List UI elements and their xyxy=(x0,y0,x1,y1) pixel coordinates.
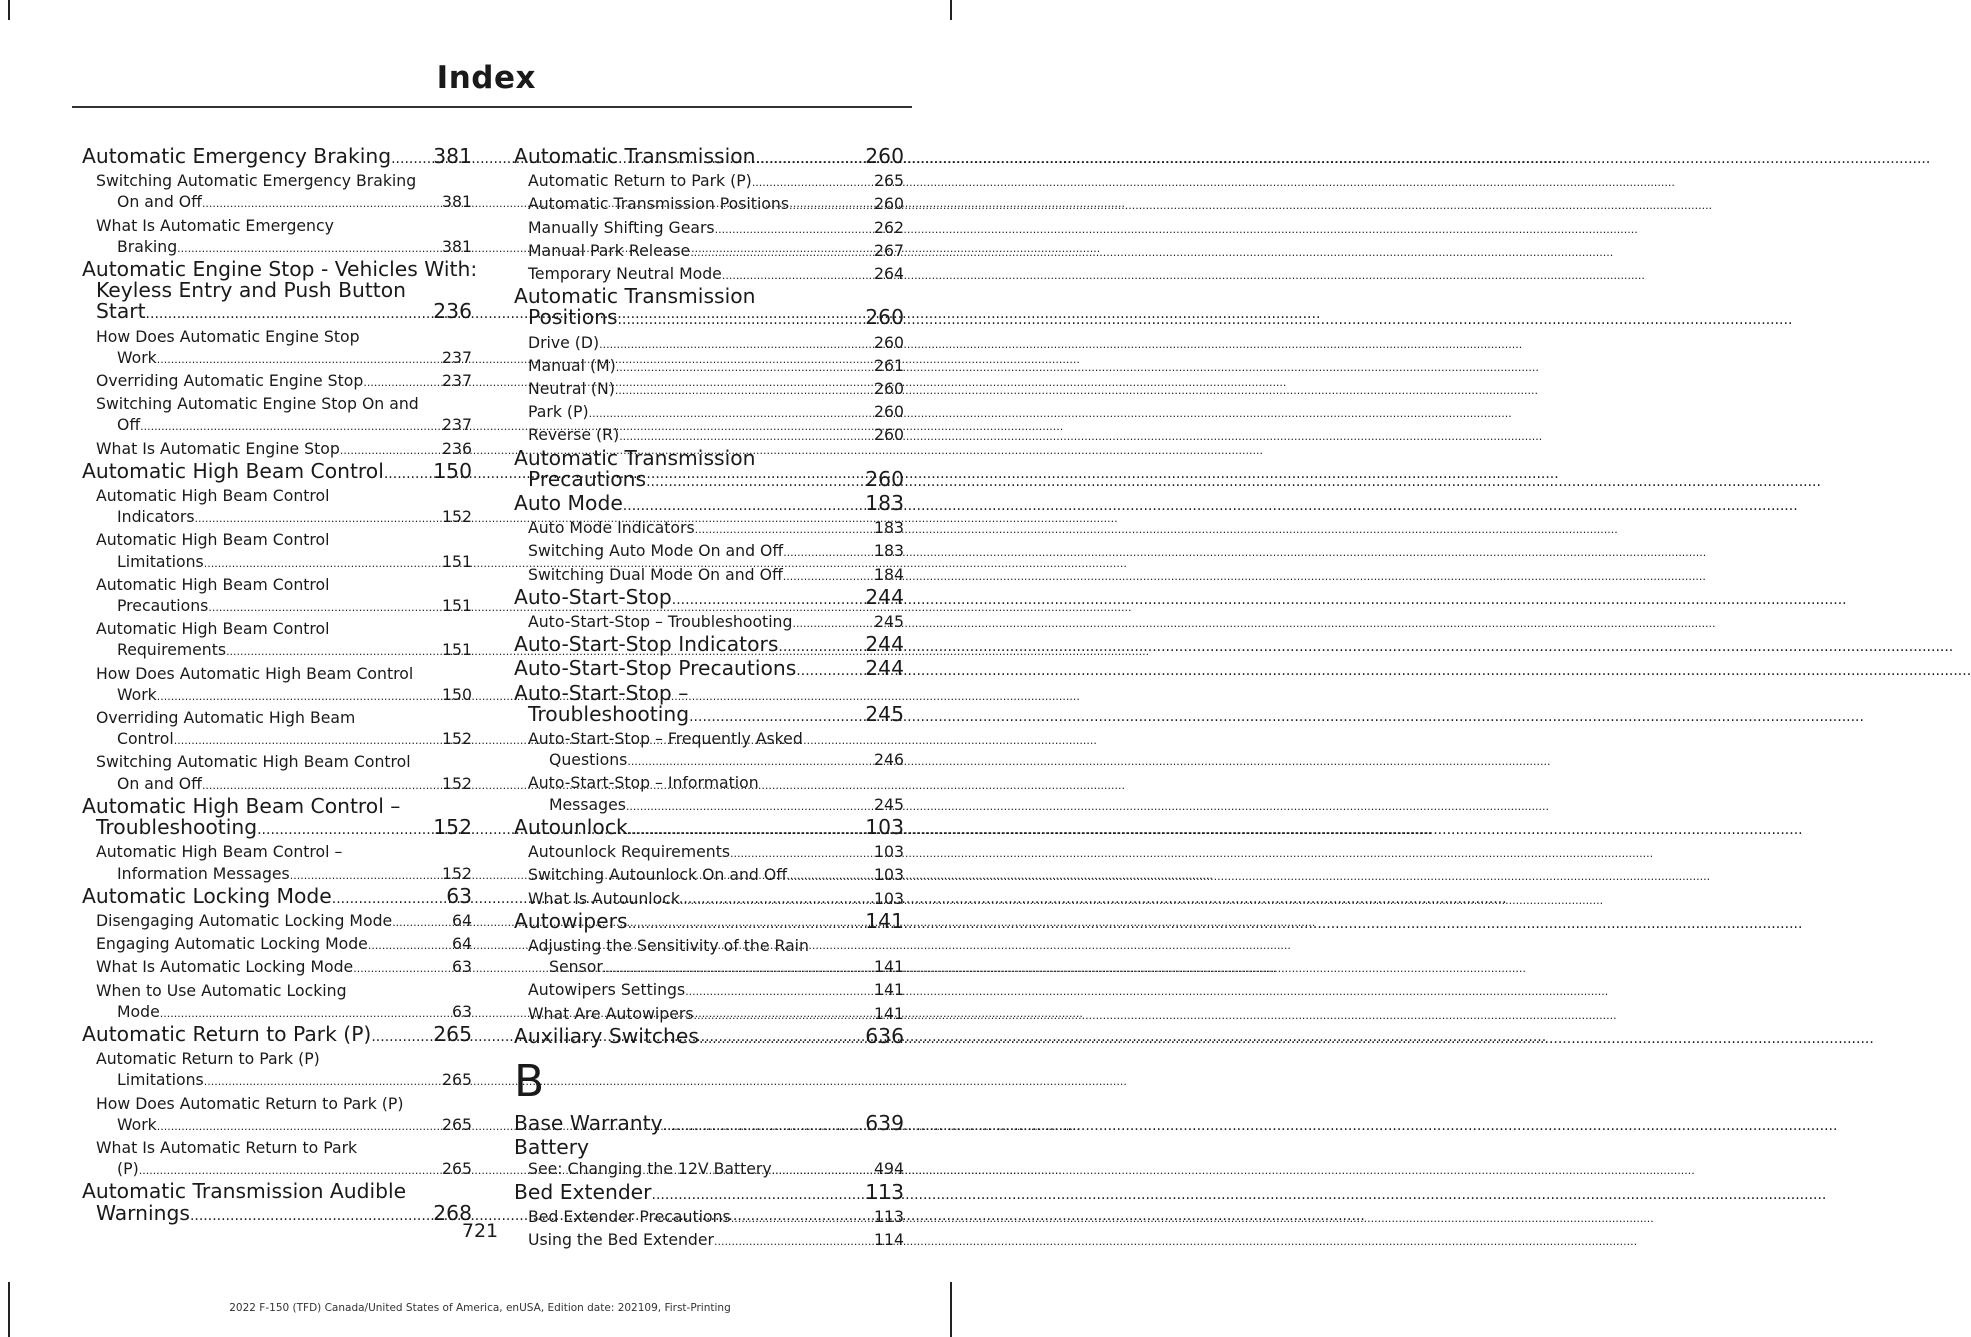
index-subentry[interactable] xyxy=(514,864,904,887)
page-ref[interactable]: 260 xyxy=(874,332,904,352)
dot-leader xyxy=(139,1160,442,1181)
index-subentry[interactable] xyxy=(514,935,904,979)
page-ref[interactable]: 114 xyxy=(874,1229,904,1249)
index-subentry[interactable] xyxy=(82,326,472,370)
entry-text: Automatic Transmission Audible xyxy=(82,1179,407,1204)
index-subentry[interactable] xyxy=(82,485,472,529)
page-ref[interactable]: 260 xyxy=(874,402,904,422)
entry-text: What Is Autounlock xyxy=(528,888,680,908)
entry-text: Automatic Transmission xyxy=(514,284,756,309)
entry-text: Park (P) xyxy=(528,402,589,422)
dot-leader xyxy=(646,472,865,493)
entry-text: Switching Autounlock On and Off xyxy=(528,865,788,885)
entry-text: Autowipers Settings xyxy=(528,980,686,1000)
dot-leader xyxy=(789,195,874,216)
entry-text: Off xyxy=(117,415,141,435)
page-ref[interactable]: 141 xyxy=(874,1003,904,1023)
entry-text: Automatic High Beam Control xyxy=(96,574,330,594)
entry-text: Troubleshooting xyxy=(96,815,258,840)
dot-leader xyxy=(603,958,874,979)
page-ref[interactable]: 63 xyxy=(452,957,472,977)
entry-text: Automatic Transmission Positions xyxy=(528,194,790,214)
entry-text: What Is Automatic Locking Mode xyxy=(96,957,354,977)
entry-text: Work xyxy=(117,684,157,704)
entry-text: Automatic Return to Park (P) xyxy=(528,171,752,191)
index-subentry[interactable] xyxy=(82,707,472,751)
page-ref[interactable]: 150 xyxy=(433,458,472,483)
index-subentry[interactable] xyxy=(82,956,472,979)
entry-text: Questions xyxy=(549,750,628,770)
page-ref[interactable]: 141 xyxy=(874,980,904,1000)
page-ref[interactable]: 244 xyxy=(865,632,904,657)
index-subentry[interactable] xyxy=(514,1158,904,1181)
page-ref[interactable]: 236 xyxy=(433,299,472,324)
index-entry[interactable] xyxy=(82,793,472,841)
index-subentry[interactable] xyxy=(514,888,904,911)
entry-text: Overriding Automatic Engine Stop xyxy=(96,371,364,391)
entry-text: Auto Mode xyxy=(514,491,623,516)
dot-leader xyxy=(695,519,874,540)
dot-leader xyxy=(623,496,865,517)
index-entry[interactable] xyxy=(82,1021,472,1048)
index-subentry[interactable] xyxy=(514,378,904,401)
entry-text: Autowipers xyxy=(514,908,628,933)
dot-leader xyxy=(589,403,874,424)
page-ref[interactable]: 152 xyxy=(442,507,472,527)
index-entry[interactable] xyxy=(514,1137,904,1158)
dot-leader xyxy=(618,310,866,331)
dot-leader xyxy=(755,149,865,170)
page-ref[interactable]: 244 xyxy=(865,584,904,609)
page-ref[interactable]: 183 xyxy=(874,541,904,561)
entry-text: Autounlock xyxy=(514,814,628,839)
crop-mark-top-left xyxy=(8,0,10,20)
page-ref[interactable]: 381 xyxy=(442,192,472,212)
index-entry[interactable] xyxy=(514,445,904,493)
page-ref[interactable]: 152 xyxy=(433,815,472,840)
dot-leader xyxy=(368,935,452,956)
index-subentry[interactable] xyxy=(82,618,472,662)
entry-text: Automatic Locking Mode xyxy=(82,883,332,908)
page-ref[interactable]: 113 xyxy=(865,1179,904,1204)
entry-text: Bed Extender Precautions xyxy=(528,1206,731,1226)
page-ref[interactable]: 152 xyxy=(442,863,472,883)
index-entry[interactable] xyxy=(82,883,472,910)
dot-leader xyxy=(626,796,874,817)
entry-text: Troubleshooting xyxy=(528,701,690,726)
entry-text: Using the Bed Extender xyxy=(528,1229,714,1249)
page-ref[interactable]: 262 xyxy=(874,217,904,237)
index-entry[interactable] xyxy=(82,257,478,326)
page-ref[interactable]: 236 xyxy=(442,438,472,458)
dot-leader xyxy=(792,613,874,634)
entry-text: Manual Park Release xyxy=(528,240,691,260)
dot-leader xyxy=(672,590,866,611)
page-ref[interactable]: 245 xyxy=(874,794,904,814)
index-subentry[interactable] xyxy=(82,370,472,393)
entry-text: Precautions xyxy=(528,466,647,491)
dot-leader xyxy=(157,1116,442,1137)
page-ref[interactable]: 141 xyxy=(874,957,904,977)
crop-mark-top-right xyxy=(950,0,952,20)
index-entry[interactable] xyxy=(514,1179,904,1206)
page-ref[interactable]: 268 xyxy=(433,1200,472,1225)
entry-text: Warnings xyxy=(96,1200,190,1225)
index-entry[interactable] xyxy=(514,584,904,611)
page-ref[interactable]: 260 xyxy=(874,379,904,399)
dot-leader xyxy=(204,1071,442,1092)
entry-text: Requirements xyxy=(117,640,227,660)
entry-text: Auxiliary Switches xyxy=(514,1023,699,1048)
entry-text: Auto-Start-Stop – Frequently Asked xyxy=(528,729,803,749)
edition-footer: 2022 F-150 (TFD) Canada/United States of America, enUSA, Edition date: 202109, First-Printing xyxy=(229,1302,731,1314)
index-subentry[interactable] xyxy=(514,540,904,563)
dot-leader xyxy=(616,357,874,378)
index-subentry[interactable] xyxy=(514,772,904,816)
page-ref[interactable]: 265 xyxy=(874,171,904,191)
page-ref[interactable]: 151 xyxy=(442,551,472,571)
index-subentry[interactable] xyxy=(514,263,904,286)
dot-leader xyxy=(202,193,442,214)
dot-leader xyxy=(195,508,443,529)
entry-text: Engaging Automatic Locking Mode xyxy=(96,934,368,954)
index-subentry[interactable] xyxy=(514,841,904,864)
page-ref[interactable]: 260 xyxy=(865,144,904,168)
index-entry[interactable] xyxy=(514,286,904,331)
dot-leader xyxy=(628,820,866,841)
entry-text: Switching Auto Mode On and Off xyxy=(528,541,784,561)
index-subentry[interactable] xyxy=(82,215,472,259)
page-ref[interactable]: 237 xyxy=(442,415,472,435)
index-subentry[interactable] xyxy=(82,663,472,707)
page-ref[interactable]: 152 xyxy=(442,729,472,749)
index-subentry[interactable] xyxy=(82,393,472,437)
page-ref[interactable]: 151 xyxy=(442,596,472,616)
index-entry[interactable] xyxy=(514,1023,904,1050)
index-subentry[interactable] xyxy=(82,574,472,618)
dot-leader xyxy=(787,866,874,887)
entry-text: Keyless Entry and Push Button xyxy=(96,278,407,303)
dot-leader xyxy=(663,1116,866,1137)
page-ref[interactable]: 381 xyxy=(442,236,472,256)
entry-text: How Does Automatic Engine Stop xyxy=(96,326,360,346)
index-entry[interactable] xyxy=(514,908,904,935)
index-subentry[interactable] xyxy=(514,728,904,772)
dot-leader xyxy=(257,820,433,841)
dot-leader xyxy=(391,149,433,170)
entry-text: Auto Mode Indicators xyxy=(528,518,695,538)
entry-text: What Are Autowipers xyxy=(528,1003,694,1023)
entry-text: (P) xyxy=(117,1159,139,1179)
page-ref[interactable]: 494 xyxy=(874,1159,904,1179)
dot-leader xyxy=(363,372,442,393)
page-ref[interactable]: 103 xyxy=(874,865,904,885)
index-subentry[interactable] xyxy=(82,1137,472,1181)
dot-leader xyxy=(208,597,442,618)
page-ref[interactable]: 260 xyxy=(865,466,904,491)
page-ref[interactable]: 150 xyxy=(442,684,472,704)
page-ref[interactable]: 64 xyxy=(452,934,472,954)
index-subentry[interactable] xyxy=(514,240,904,263)
index-subentry[interactable] xyxy=(82,751,472,795)
dot-leader xyxy=(392,912,452,933)
index-subentry[interactable] xyxy=(82,438,472,461)
dot-leader xyxy=(619,426,874,447)
entry-text: Work xyxy=(117,347,157,367)
dot-leader xyxy=(140,416,442,437)
entry-text: Automatic Transmission xyxy=(514,144,756,168)
index-subentry[interactable] xyxy=(514,170,904,193)
page-ref[interactable]: 103 xyxy=(865,814,904,839)
dot-leader xyxy=(202,775,442,796)
dot-leader xyxy=(146,304,434,325)
entry-text: See: Changing the 12V Battery xyxy=(528,1159,772,1179)
entry-text: What Is Automatic Emergency xyxy=(96,215,334,235)
page-ref[interactable]: 636 xyxy=(865,1023,904,1048)
page-ref[interactable]: 265 xyxy=(442,1114,472,1134)
entry-text: Automatic High Beam Control xyxy=(96,619,330,639)
entry-text: Auto-Start-Stop – Troubleshooting xyxy=(528,612,793,632)
entry-text: Reverse (R) xyxy=(528,425,620,445)
index-subentry[interactable] xyxy=(514,355,904,378)
dot-leader xyxy=(778,637,865,658)
entry-text: Overriding Automatic High Beam xyxy=(96,708,356,728)
index-subentry[interactable] xyxy=(514,1003,904,1026)
index-subentry[interactable] xyxy=(514,564,904,587)
entry-text: On and Off xyxy=(117,773,202,793)
entry-text: Limitations xyxy=(117,551,204,571)
page-number: 721 xyxy=(461,1220,499,1242)
entry-text: Automatic High Beam Control – xyxy=(82,793,401,818)
section-letter: B xyxy=(514,1055,545,1107)
index-subentry[interactable] xyxy=(514,193,904,216)
index-subentry[interactable] xyxy=(514,611,904,634)
dot-leader xyxy=(628,914,866,935)
dot-leader xyxy=(226,641,442,662)
page-ref[interactable]: 103 xyxy=(874,888,904,908)
page-ref[interactable]: 381 xyxy=(433,144,472,168)
entry-text: Battery xyxy=(514,1135,590,1160)
index-entry[interactable] xyxy=(514,680,904,728)
entry-text: On and Off xyxy=(117,192,202,212)
dot-leader xyxy=(340,440,442,461)
page-ref[interactable]: 260 xyxy=(865,305,904,330)
entry-text: Information Messages xyxy=(117,863,290,883)
index-subentry[interactable] xyxy=(514,517,904,540)
index-entry[interactable] xyxy=(82,458,472,485)
page-ref[interactable]: 141 xyxy=(865,908,904,933)
entry-text: Mode xyxy=(117,1001,160,1021)
entry-text: Drive (D) xyxy=(528,332,600,352)
entry-text: Automatic High Beam Control xyxy=(96,486,330,506)
dot-leader xyxy=(615,380,874,401)
page-ref[interactable]: 265 xyxy=(442,1070,472,1090)
entry-text: When to Use Automatic Locking xyxy=(96,980,347,1000)
page-title: Index xyxy=(436,60,536,96)
entry-text: Messages xyxy=(549,794,626,814)
dot-leader xyxy=(290,865,442,886)
entry-text: Positions xyxy=(528,305,618,330)
index-subentry[interactable] xyxy=(514,979,904,1002)
entry-text: Manually Shifting Gears xyxy=(528,217,715,237)
index-subentry[interactable] xyxy=(514,424,904,447)
dot-leader xyxy=(699,1029,865,1050)
entry-text: Autounlock Requirements xyxy=(528,842,731,862)
entry-text: Automatic Transmission xyxy=(514,445,756,470)
dot-leader xyxy=(599,334,874,355)
entry-text: Automatic High Beam Control xyxy=(82,458,384,483)
index-entry[interactable] xyxy=(514,1110,904,1137)
dot-leader xyxy=(772,1160,874,1181)
dot-leader xyxy=(371,1027,433,1048)
entry-text: Automatic High Beam Control – xyxy=(96,842,343,862)
index-column-right xyxy=(514,146,904,1252)
index-subentry[interactable] xyxy=(514,217,904,240)
index-subentry[interactable] xyxy=(82,933,472,956)
dot-leader xyxy=(174,730,442,751)
entry-text: Limitations xyxy=(117,1070,204,1090)
page-ref[interactable]: 245 xyxy=(874,612,904,632)
dot-leader xyxy=(689,707,865,728)
page-ref[interactable]: 245 xyxy=(865,701,904,726)
dot-leader xyxy=(752,172,874,193)
entry-text: Automatic High Beam Control xyxy=(96,530,330,550)
entry-text: Temporary Neutral Mode xyxy=(528,264,722,284)
page-ref[interactable]: 183 xyxy=(865,491,904,516)
index-subentry[interactable] xyxy=(82,910,472,933)
dot-leader xyxy=(685,981,874,1002)
index-entry[interactable] xyxy=(514,146,904,170)
index-subentry[interactable] xyxy=(514,401,904,424)
dot-leader xyxy=(204,553,442,574)
header-divider xyxy=(72,106,912,108)
entry-text: Switching Automatic High Beam Control xyxy=(96,752,411,772)
index-subentry[interactable] xyxy=(82,170,472,214)
entry-text: How Does Automatic Return to Park (P) xyxy=(96,1093,404,1113)
page-ref[interactable]: 237 xyxy=(442,371,472,391)
dot-leader xyxy=(353,958,452,979)
page-ref[interactable]: 103 xyxy=(874,842,904,862)
page-ref[interactable]: 237 xyxy=(442,347,472,367)
index-entry[interactable] xyxy=(514,814,904,841)
page-ref[interactable]: 267 xyxy=(874,240,904,260)
entry-text: Control xyxy=(117,729,174,749)
index-subentry[interactable] xyxy=(82,841,472,885)
dot-leader xyxy=(715,219,874,240)
index-subentry[interactable] xyxy=(514,332,904,355)
index-entry[interactable] xyxy=(82,146,472,170)
index-subentry[interactable] xyxy=(82,980,472,1024)
page-ref[interactable]: 265 xyxy=(442,1159,472,1179)
index-column-left xyxy=(82,144,478,1227)
entry-text: Automatic Emergency Braking xyxy=(82,144,392,168)
page-ref[interactable]: 183 xyxy=(874,518,904,538)
index-subentry[interactable] xyxy=(82,1093,472,1137)
entry-text: Automatic Return to Park (P) xyxy=(82,1021,372,1046)
entry-text: Switching Automatic Emergency Braking xyxy=(96,171,417,191)
page-ref[interactable]: 264 xyxy=(874,264,904,284)
page-ref[interactable]: 639 xyxy=(865,1110,904,1135)
dot-leader xyxy=(783,566,874,587)
dot-leader xyxy=(652,1185,866,1206)
entry-text: Auto-Start-Stop – Information xyxy=(528,773,759,793)
dot-leader xyxy=(796,661,865,682)
dot-leader xyxy=(332,889,446,910)
entry-text: Base Warranty xyxy=(514,1110,663,1135)
entry-text: What Is Automatic Engine Stop xyxy=(96,438,340,458)
entry-text: Braking xyxy=(117,236,178,256)
entry-text: Auto-Start-Stop – xyxy=(514,680,689,705)
dot-leader xyxy=(783,542,874,563)
page-ref[interactable]: 63 xyxy=(452,1001,472,1021)
entry-text: Automatic Engine Stop - Vehicles With: xyxy=(82,257,478,282)
entry-text: Auto-Start-Stop xyxy=(514,584,672,609)
entry-text: Work xyxy=(117,1114,157,1134)
page-ref[interactable]: 265 xyxy=(433,1021,472,1046)
page-ref[interactable]: 261 xyxy=(874,355,904,375)
dot-leader xyxy=(680,890,874,911)
dot-leader xyxy=(384,464,433,485)
entry-text: Automatic Return to Park (P) xyxy=(96,1049,320,1069)
page-ref[interactable]: 113 xyxy=(874,1206,904,1226)
index-entry[interactable] xyxy=(514,658,904,682)
entry-text: Auto-Start-Stop Precautions xyxy=(514,656,797,681)
page-ref[interactable]: 64 xyxy=(452,910,472,930)
page-ref[interactable]: 260 xyxy=(874,425,904,445)
entry-text: Adjusting the Sensitivity of the Rain xyxy=(528,935,809,955)
page-ref[interactable]: 260 xyxy=(874,194,904,214)
dot-leader xyxy=(722,265,874,286)
entry-text: How Does Automatic High Beam Control xyxy=(96,663,414,683)
page-ref[interactable]: 184 xyxy=(874,564,904,584)
entry-text: Switching Automatic Engine Stop On and xyxy=(96,394,419,414)
dot-leader xyxy=(730,843,874,864)
entry-text: Neutral (N) xyxy=(528,379,615,399)
entry-text: Precautions xyxy=(117,596,209,616)
entry-text: Indicators xyxy=(117,507,195,527)
entry-text: Sensor xyxy=(549,957,603,977)
entry-text: Bed Extender xyxy=(514,1179,652,1204)
page-ref[interactable]: 63 xyxy=(446,883,472,908)
dot-leader xyxy=(694,1005,875,1026)
dot-leader xyxy=(690,242,874,263)
entry-text: Manual (M) xyxy=(528,355,616,375)
index-subentry[interactable] xyxy=(82,529,472,573)
index-subentry[interactable] xyxy=(82,1048,472,1092)
page-ref[interactable]: 244 xyxy=(865,656,904,681)
dot-leader xyxy=(627,751,874,772)
index-entry[interactable] xyxy=(514,493,904,517)
entry-text: Auto-Start-Stop Indicators xyxy=(514,632,779,657)
page-ref[interactable]: 152 xyxy=(442,773,472,793)
dot-leader xyxy=(157,349,442,370)
dot-leader xyxy=(157,686,442,707)
dot-leader xyxy=(177,238,442,259)
page-ref[interactable]: 151 xyxy=(442,640,472,660)
page-ref[interactable]: 246 xyxy=(874,750,904,770)
dot-leader xyxy=(160,1003,452,1024)
index-entry[interactable] xyxy=(514,634,904,658)
entry-text: What Is Automatic Return to Park xyxy=(96,1137,358,1157)
entry-text: Switching Dual Mode On and Off xyxy=(528,564,783,584)
entry-text: Start xyxy=(96,299,146,324)
entry-text: Disengaging Automatic Locking Mode xyxy=(96,910,393,930)
